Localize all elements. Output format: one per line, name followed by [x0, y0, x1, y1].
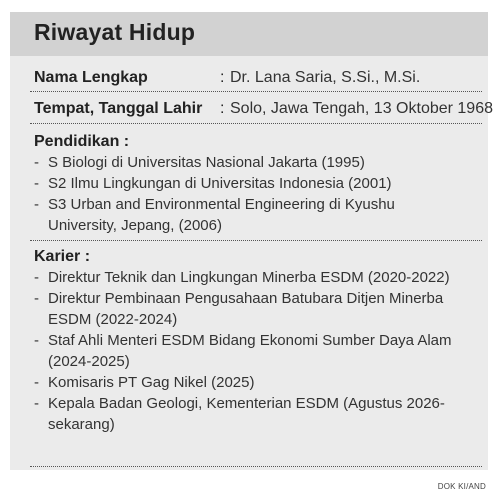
education-list — [34, 152, 454, 236]
bullet-dash: - — [34, 196, 39, 213]
bullet-dash: - — [34, 175, 39, 192]
bullet-dash: - — [34, 154, 39, 171]
bullet-dash: - — [34, 374, 39, 391]
list-item — [34, 194, 454, 236]
bullet-dash: - — [34, 332, 39, 349]
career-list — [34, 267, 454, 435]
bullet-dash: - — [34, 269, 39, 286]
divider — [30, 123, 482, 124]
name-colon: : — [220, 69, 225, 86]
birth-label: Tempat, Tanggal Lahir — [34, 100, 203, 117]
birth-colon: : — [220, 100, 225, 117]
divider — [30, 240, 482, 241]
card-title: Riwayat Hidup — [34, 19, 196, 45]
list-item — [34, 393, 454, 435]
career-item-1: Direktur Teknik dan Lingkungan Minerba ESDM (2020-2022) — [48, 269, 450, 286]
list-item — [34, 330, 454, 372]
name-value: Dr. Lana Saria, S.Si., M.Si. — [230, 69, 421, 86]
list-item — [34, 372, 454, 393]
career-item-4: Komisaris PT Gag Nikel (2025) — [48, 374, 255, 391]
career-item-3: Staf Ahli Menteri ESDM Bidang Ekonomi Sumber Daya Alam (2024-2025) — [48, 332, 452, 370]
list-item — [34, 288, 454, 330]
career-heading: Karier : — [34, 248, 91, 265]
list-item — [34, 173, 454, 194]
divider — [30, 91, 482, 92]
photo-credit: DOK KI/AND — [437, 482, 486, 491]
biography-card — [10, 12, 493, 470]
divider — [30, 466, 482, 467]
education-heading: Pendidikan : — [34, 133, 130, 150]
education-item-3: S3 Urban and Environmental Engineering di Kyushu University, Jepang, (2006) — [48, 196, 395, 234]
career-item-5: Kepala Badan Geologi, Kementerian ESDM (Agustus 2026-sekarang) — [48, 395, 445, 433]
card-header — [10, 12, 488, 56]
name-label: Nama Lengkap — [34, 69, 148, 86]
bullet-dash: - — [34, 290, 39, 307]
list-item — [34, 152, 454, 173]
list-item — [34, 267, 454, 288]
birth-value: Solo, Jawa Tengah, 13 Oktober 1968 — [230, 100, 493, 117]
education-item-1: S Biologi di Universitas Nasional Jakarta (1995) — [48, 154, 365, 171]
education-item-2: S2 Ilmu Lingkungan di Universitas Indonesia (2001) — [48, 175, 392, 192]
bullet-dash: - — [34, 395, 39, 412]
career-item-2: Direktur Pembinaan Pengusahaan Batubara Ditjen Minerba ESDM (2022-2024) — [48, 290, 444, 328]
